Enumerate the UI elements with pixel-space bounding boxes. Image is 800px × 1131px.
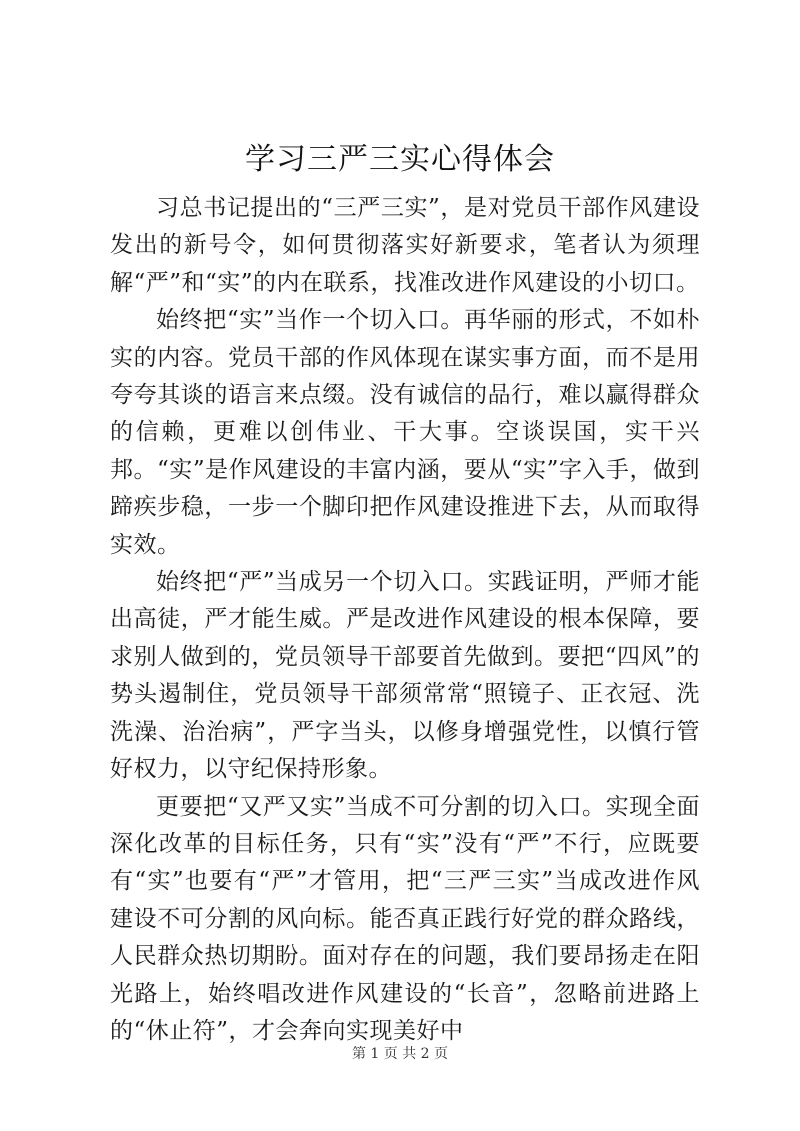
document-title: 学习三严三实心得体会 (245, 142, 555, 177)
document-body (110, 190, 700, 1050)
paragraph: 习总书记提出的“三严三实”，是对党员干部作风建设发出的新号令，如何贯彻落实好新要求，笔者认为须理解“严”和“实”的内在联系，找准改进作风建设的小切口。 (110, 195, 700, 296)
page-footer: 第 1 页 共 2 页 (351, 1046, 449, 1062)
paragraph: 始终把“严”当成另一个切入口。实践证明，严师才能出高徒，严才能生威。严是改进作风建设的根本保障，要求别人做到的，党员领导干部要首先做到。要把“四风”的势头遏制住，党员领导干部须常常“照镜子、正衣冠、洗洗澡、治治病”，严字当头，以修身增强党性，以慎行管好权力，以守纪保持形象。 (110, 569, 700, 783)
paragraph: 更要把“又严又实”当成不可分割的切入口。实现全面深化改革的目标任务，只有“实”没有“严”不行，应既要有“实”也要有“严”才管用，把“三严三实”当成改进作风建设不可分割的风向标。能否真正践行好党的群众路线，人民群众热切期盼。面对存在的问题，我们要昂扬走在阳光路上，始终唱改进作风建设的“长音”，忽略前进路上的“休止符”，才会奔向实现美好中 (110, 793, 700, 1044)
paragraph: 始终把“实”当作一个切入口。再华丽的形式，不如朴实的内容。党员干部的作风体现在谋实事方面，而不是用夸夸其谈的语言来点缀。没有诚信的品行，难以赢得群众的信赖，更难以创伟业、干大事。空谈误国，实干兴邦。“实”是作风建设的丰富内涵，要从“实”字入手，做到蹄疾步稳，一步一个脚印把作风建设推进下去，从而取得实效。 (110, 307, 700, 558)
